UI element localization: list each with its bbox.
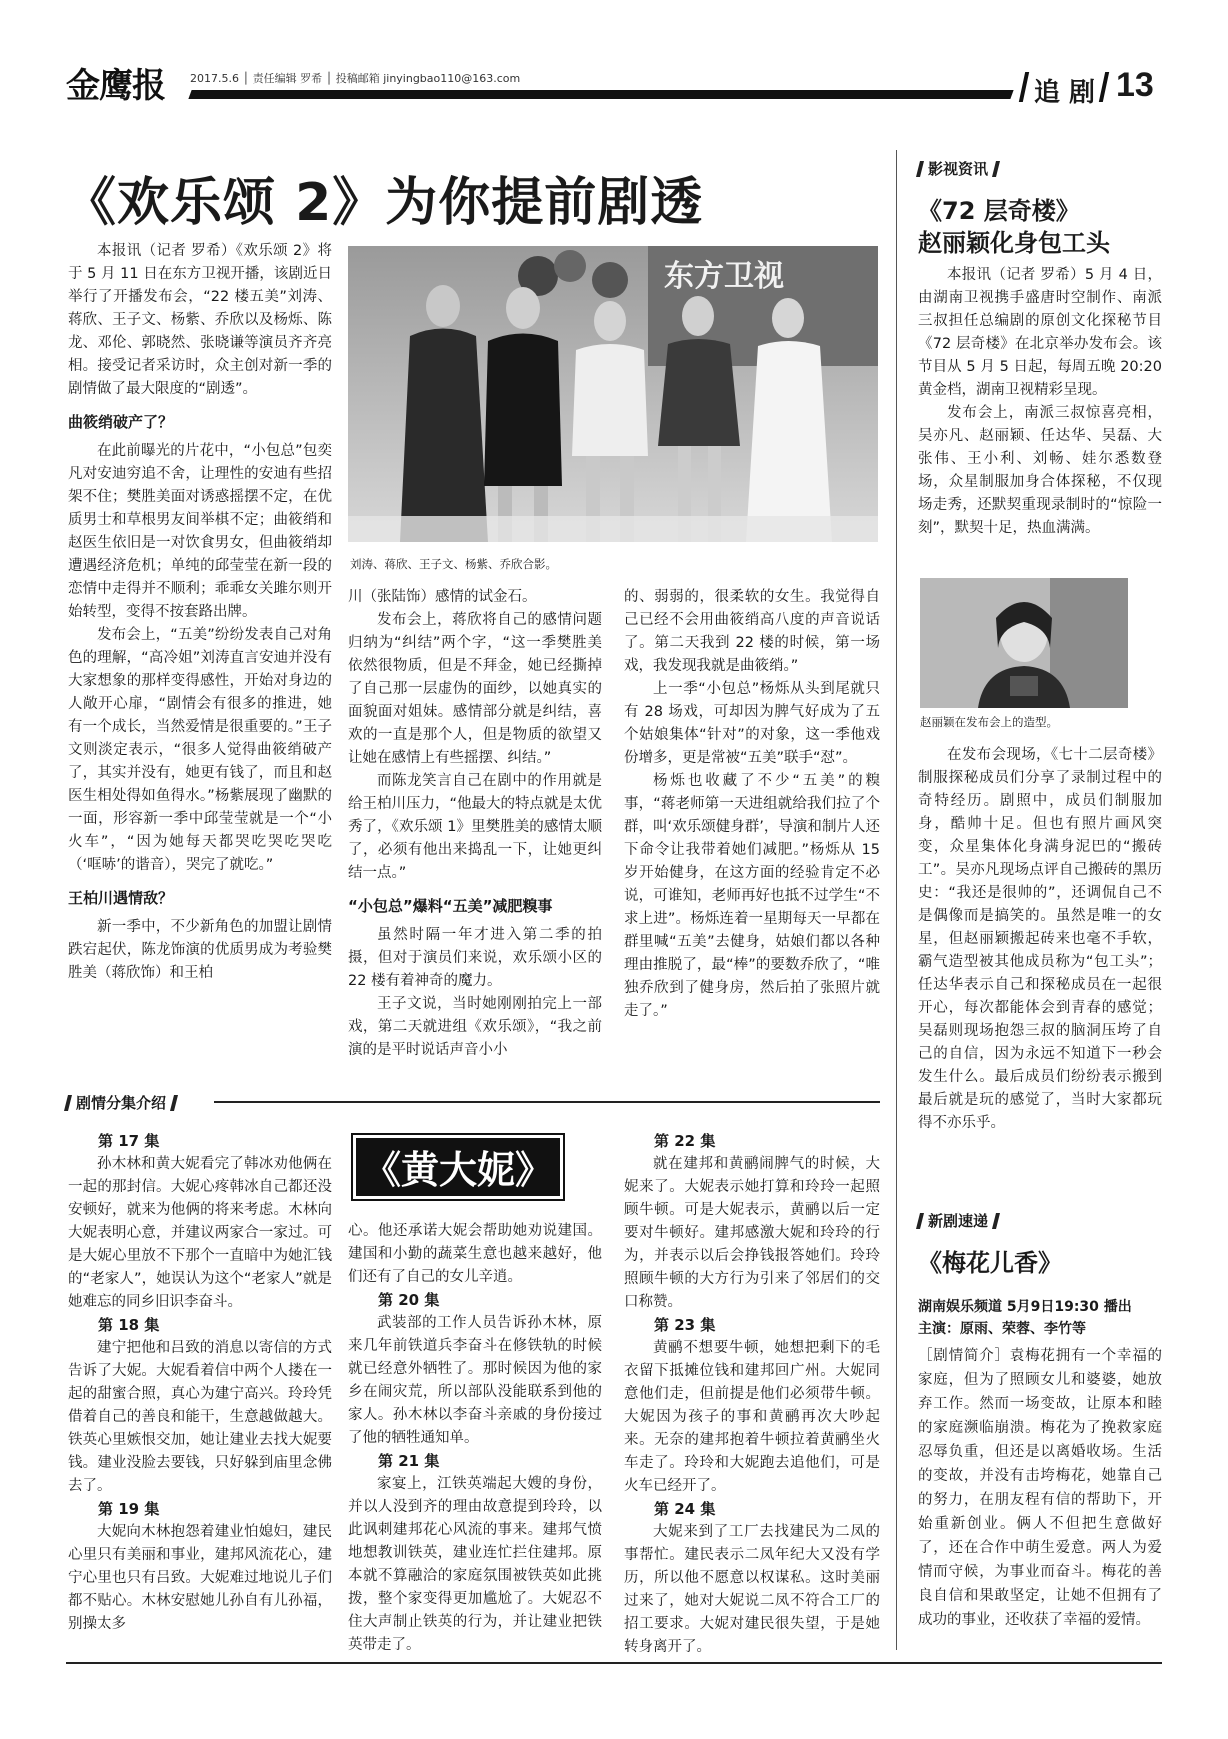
issue-info: 2017.5.6 │ 责任编辑 罗希 │ 投稿邮箱 jinyingbao110@163.com <box>190 72 521 85</box>
paragraph: 发布会上，“五美”纷纷发表自己对角色的理解，“高冷姐”刘涛直言安迪并没有大家想象的那样变得感性，开始对身边的人敞开心扉，“剧情会有很多的推进，她有一个成长，当然爱情是很重要的。”王子文则淡定表示，“很多人觉得曲筱绡破产了，其实并没有，她更有钱了，而且和赵医生相处得如鱼得水。”杨紫展现了幽默的一面，形容新一季中邱莹莹就是一个“小火车”，“因为她每天都哭吃哭吃哭吃（‘哐哧’的谐音），哭完了就吃。” <box>68 627 332 873</box>
episode-text: 孙木林和黄大妮看完了韩冰劝他俩在一起的那封信。大妮心疼韩冰自己都还没安顿好，就来为他俩的将来考虑。木林向大妮表明心意，并建议两家合一家过。可是大妮心里放不下那个一直暗中为她汇钱的“老家人”，她误认为这个“老家人”就是她难忘的同乡旧识李奋斗。 <box>68 1156 332 1310</box>
subhead-2: 王柏川遇情敌？ <box>68 889 174 907</box>
paragraph: 的、弱弱的，很柔软的女生。我觉得自己已经不会用曲筱绡高八度的声音说话了。第二天我到 22 楼的时候，第一场戏，我发现我就是曲筱绡。” <box>624 589 880 674</box>
section-divider <box>1019 72 1029 102</box>
paragraph: 上一季“小包总”杨烁从头到尾就只有 28 场戏，可却因为脾气好成为了五个姑娘集体“针对”的对象，这一季他戏份增多，更是常被“五美”联手“怼”。 <box>624 681 880 766</box>
paragraph: 新一季中，不少新角色的加盟让剧情跌宕起伏，陈龙饰演的优质男成为考验樊胜美（蒋欣饰）和王柏 <box>68 919 332 981</box>
zhao-liying-photo <box>920 578 1128 708</box>
drama-title-box: 《黄大妮》 <box>353 1135 563 1199</box>
drama-title: 《梅花儿香》 <box>918 1249 1062 1277</box>
episode-text: 大妮来到了工厂去找建民为二凤的事帮忙。建民表示二凤年纪大又没有学历，所以他不愿意以权谋私。这时美丽过来了，她对大妮说二凤不符合工厂的招工要求。大妮对建民很失望，于是她转身离开了。 <box>624 1524 880 1655</box>
backdrop-logo: 东方卫视 <box>664 259 784 294</box>
page-number: 13 <box>1116 66 1154 104</box>
paragraph: 虽然时隔一年才进入第二季的拍摄，但对于演员们来说，欢乐颂小区的 22 楼有着神奇的魔力。 <box>348 927 602 989</box>
cast-list: 主演：原雨、荣蓉、李竹等 <box>918 1321 1086 1337</box>
episode-text: 心。他还承诺大妮会帮助她劝说建国。建国和小勤的蔬菜生意也越来越好，他们还有了自己的女儿辛逍。 <box>348 1223 602 1285</box>
bar-label: 新剧速递 <box>928 1212 989 1230</box>
cast-photo-image <box>348 246 878 542</box>
episode-title: 第 24 集 <box>654 1500 716 1518</box>
bar-marker <box>64 1095 72 1111</box>
paragraph: 发布会上，蒋欣将自己的感情问题归纳为“纠结”两个字，“这一季樊胜美依然很物质，但是不拜金，她已经撕掉了自己那一层虚伪的面纱，以她真实的面貌面对姐妹。感情部分就是纠结，喜欢的一直是那个人，但是物质的欲望又让她在感情上有些摇摆、纠结。” <box>348 612 602 766</box>
article-column-2 <box>348 586 602 1062</box>
side-photo-caption: 赵丽颖在发布会上的造型。 <box>920 715 1058 729</box>
section-bar-news <box>918 158 998 179</box>
episode-text: 大妮向木林抱怨着建业怕媳妇，建民心里只有美丽和事业，建邦风流花心，建宁心里也只有吕致。大妮难过地说儿子们都不贴心。木林安慰她儿孙自有儿孙福，别操太多 <box>68 1524 332 1632</box>
episode-title: 第 21 集 <box>378 1452 440 1470</box>
bar-marker <box>170 1095 178 1111</box>
lead-paragraph: 本报讯（记者 罗希）《欢乐颂 2》将于 5 月 11 日在东方卫视开播，该剧近日举行了开播发布会，“22 楼五美”刘涛、蒋欣、王子文、杨紫、乔欣以及杨烁、陈龙、邓伦、郭晓然、张晓谦等演员齐齐亮相。接受记者采访时，众主创对新一季的剧情做了最大限度的“剧透”。 <box>68 243 332 397</box>
episode-text: 黄鹂不想要牛顿，她想把剩下的毛衣留下抵摊位钱和建邦回广州。大妮同意他们走，但前提是他们必须带牛顿。大妮因为孩子的事和黄鹂再次大吵起来。无奈的建邦抱着牛顿拉着黄鹂坐火车走了。玲玲和大妮跑去追他们，可是火车已经开了。 <box>624 1340 880 1494</box>
zhao-liying-image <box>920 578 1128 708</box>
masthead-rule <box>188 90 1013 99</box>
episode-title: 第 17 集 <box>98 1132 160 1150</box>
paragraph: 本报讯（记者 罗希）5 月 4 日，由湖南卫视携手盛唐时空制作、南派三叔担任总编剧的原创文化探秘节目《72 层奇楼》在北京举办发布会。该节目从 5 月 5 日起，每周五晚 20:20 黄金档，湖南卫视精彩呈现。 <box>918 267 1162 398</box>
episode-title: 第 19 集 <box>98 1500 160 1518</box>
episode-text: 家宴上，江铁英端起大嫂的身份，并以人没到齐的理由故意提到玲玲，以此讽刺建邦花心风流的事来。建邦气愤地想教训铁英，建业连忙拦住建邦。原本就不算融洽的家庭氛围被铁英如此挑拨，整个家变得更加尴尬了。大妮忍不住大声制止铁英的行为，并让建业把铁英带走了。 <box>348 1476 602 1653</box>
cast-photo <box>348 246 878 542</box>
page-divider <box>1099 72 1109 102</box>
news-article <box>918 264 1162 540</box>
news-title-line-1: 《72 层奇楼》 <box>918 197 1080 225</box>
episode-text: 建宁把他和吕致的消息以寄信的方式告诉了大妮。大妮看着信中两个人搂在一起的甜蜜合照，真心为建宁高兴。玲玲凭借着自己的善良和能干，生意越做越大。铁英心里嫉恨交加，她让建业去找大妮要钱。建业没脸去要钱，只好躲到庙里念佛去了。 <box>68 1340 332 1494</box>
subhead-1: 曲筱绡破产了？ <box>68 413 174 431</box>
episodes-column-2 <box>348 1220 602 1657</box>
subhead-3: “小包总”爆料“五美”减肥糗事 <box>348 897 553 915</box>
episode-title: 第 22 集 <box>654 1132 716 1150</box>
article-column-1 <box>68 240 332 985</box>
bar-marker <box>992 1213 1000 1229</box>
news-article-continued <box>918 744 1162 1135</box>
page-headline: 《欢乐颂 2》为你提前剧透 <box>64 173 704 233</box>
paragraph: 川（张陆饰）感情的试金石。 <box>348 589 537 605</box>
news-title-line-2: 赵丽颖化身包工头 <box>918 229 1110 257</box>
episode-title: 第 18 集 <box>98 1316 160 1334</box>
air-time: 湖南娱乐频道 5月9日19:30 播出 <box>918 1299 1132 1315</box>
newspaper-logo: 金鹰报 <box>66 66 165 106</box>
episodes-column-3 <box>624 1130 880 1659</box>
column-rule <box>896 150 897 1650</box>
paragraph: 杨烁也收藏了不少“五美”的糗事，“蒋老师第一天进组就给我们拉了个群，叫‘欢乐颂健身群’，导演和制片人还下命令让我带着她们减肥。”杨烁从 15 岁开始健身，在这方面的经验肯定不必说，可谁知，老师再好也抵不过学生“不求上进”。杨烁连着一星期每天一早都在群里喊“五美”去健身，姑娘们都以各种理由推脱了，最“棒”的要数乔欣了，“唯独乔欣到了健身房，然后拍了张照片就走了。” <box>624 773 880 1019</box>
episode-text: 就在建邦和黄鹂闹脾气的时候，大妮来了。大妮表示她打算和玲玲一起照顾牛顿。可是大妮表示，黄鹂以后一定要对牛顿好。建邦感激大妮和玲玲的行为，并表示以后会挣钱报答她们。玲玲照顾牛顿的大方行为引来了邻居们的交口称赞。 <box>624 1156 880 1310</box>
article-column-3 <box>624 586 880 1023</box>
footer-rule <box>66 1662 1162 1664</box>
bar-marker <box>992 161 1000 177</box>
paragraph: 而陈龙笑言自己在剧中的作用就是给王柏川压力，“他最大的特点就是太优秀了，《欢乐颂 1》里樊胜美的感情太顺了，必须有他出来捣乱一下，让她更纠结一点。” <box>348 773 603 881</box>
episode-text: 武装部的工作人员告诉孙木林，原来几年前铁道兵李奋斗在修铁轨的时候就已经意外牺牲了。那时候因为他的家乡在闹灾荒，所以部队没能联系到他的家人。孙木林以李奋斗亲戚的身份接过了他的牺牲通知单。 <box>348 1315 602 1446</box>
photo-caption: 刘涛、蒋欣、王子文、杨紫、乔欣合影。 <box>350 557 557 571</box>
episode-title: 第 23 集 <box>654 1316 716 1334</box>
section-bar-new-drama <box>918 1210 998 1231</box>
bar-label: 影视资讯 <box>928 160 989 178</box>
paragraph: 在发布会现场，《七十二层奇楼》制服探秘成员们分享了录制过程中的奇特经历。剧照中，成员们制服加身，酷帅十足。但也有照片画风突变，众星集体化身满身泥巴的“搬砖工”。吴亦凡现场点评自己搬砖的黑历史：“我还是很帅的”，还调侃自己不是偶像而是搞笑的。虽然是唯一的女星，但赵丽颖搬起砖来也毫不手软，霸气造型被其他成员称为“包工头”；任达华表示自己和探秘成员在一起很开心，每次都能体会到青春的感觉；吴磊则现场抱怨三叔的脑洞压垮了自己的自信，因为永远不知道下一秒会发生什么。最后成员们纷纷表示搬到最后就是玩的感觉了，当时大家都玩得不亦乐乎。 <box>918 747 1162 1131</box>
section-name: 追 剧 <box>1034 78 1096 108</box>
divider-rule <box>214 1101 880 1103</box>
paragraph: 发布会上，南派三叔惊喜亮相，吴亦凡、赵丽颖、任达华、吴磊、大张伟、王小利、刘畅、娃尔悉数登场，众星制服加身合体探秘，不仅现场走秀，还默契重现录制时的“惊险一刻”，默契十足，热血满满。 <box>918 405 1162 536</box>
bar-marker <box>916 1213 924 1229</box>
bar-marker <box>916 161 924 177</box>
episode-title: 第 20 集 <box>378 1291 440 1309</box>
drama-synopsis: ［剧情简介］袁梅花拥有一个幸福的家庭，但为了照顾女儿和婆婆，她放弃工作。然而一场变故，让原本和睦的家庭濒临崩溃。梅花为了挽救家庭忍辱负重，但还是以离婚收场。生活的变故，并没有击垮梅花，她靠自己的努力，在朋友程有信的帮助下，开始重新创业。俩人不但把生意做好了，还在合作中萌生爱意。两人为爱情而守候，为事业而奋斗。梅花的善良自信和果敢坚定，让她不但拥有了成功的事业，还收获了幸福的爱情。 <box>918 1348 1162 1628</box>
paragraph: 在此前曝光的片花中，“小包总”包奕凡对安迪穷追不舍，让理性的安迪有些招架不住；樊胜美面对诱惑摇摆不定，在优质男士和草根男友间举棋不定；曲筱绡和赵医生依旧是一对饮食男女，但曲筱绡却遭遇经济危机；单纯的邱莹莹在新一段的恋情中走得并不顺利；乖乖女关雎尔则开始转型，变得不按套路出牌。 <box>68 443 332 620</box>
section-bar-episodes <box>66 1092 176 1113</box>
paragraph: 王子文说，当时她刚刚拍完上一部戏，第二天就进组《欢乐颂》，“我之前演的是平时说话声音小小 <box>348 996 602 1058</box>
episodes-column-1 <box>68 1130 332 1636</box>
bar-label: 剧情分集介绍 <box>76 1094 167 1112</box>
